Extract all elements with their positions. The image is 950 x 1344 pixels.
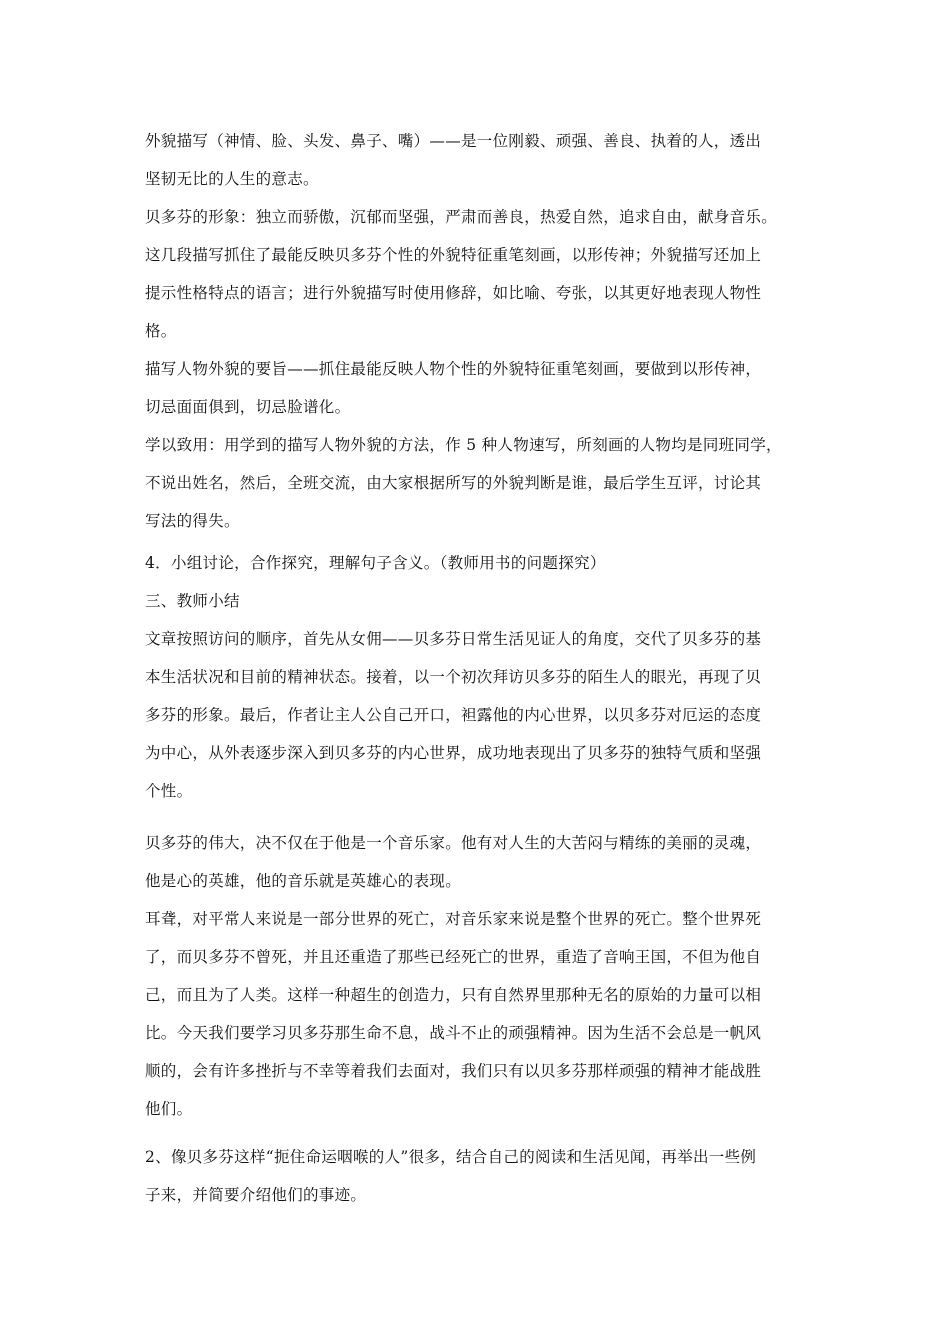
paragraph-group-discussion [145, 546, 813, 581]
text-line: 文章按照访问的顺序，首先从女佣——贝多芬日常生活见证人的角度，交代了贝多芬的基 [145, 630, 762, 648]
text-line: 贝多芬的形象：独立而骄傲，沉郁而坚强，严肃而善良，热爱自然，追求自由，献身音乐。 [145, 208, 778, 226]
paragraph-appearance-description [145, 122, 813, 198]
paragraph-description-technique [145, 236, 813, 350]
text-line: 写法的得失。 [145, 512, 240, 530]
text-line: 贝多芬的伟大，决不仅在于他是一个音乐家。他有对人生的大苦闷与精练的美丽的灵魂， [145, 834, 762, 852]
text-line: 比。今天我们要学习贝多芬那生命不息，战斗不止的顽强精神。因为生活不会总是一帆风 [145, 1024, 762, 1042]
text-line: 他们。 [145, 1100, 193, 1118]
text-line: 描写人物外貌的要旨——抓住最能反映人物个性的外貌特征重笔刻画，要做到以形传神， [145, 360, 762, 378]
text-line: 顺的，会有许多挫折与不幸等着我们去面对，我们只有以贝多芬那样顽强的精神才能战胜 [145, 1062, 762, 1080]
text-line: 他是心的英雄，他的音乐就是英雄心的表现。 [145, 872, 462, 890]
paragraph-practice-exercise [145, 426, 813, 540]
text-line: 耳聋，对平常人来说是一部分世界的死亡，对音乐家来说是整个世界的死亡。整个世界死 [145, 910, 762, 928]
text-line: 本生活状况和目前的精神状态。接着，以一个初次拜访贝多芬的陌生人的眼光，再现了贝 [145, 668, 762, 686]
text-line: 坚韧无比的人生的意志。 [145, 170, 319, 188]
paragraph-beethoven-image [145, 198, 813, 236]
paragraph-description-essentials [145, 350, 813, 426]
text-line: 子来，并简要介绍他们的事迹。 [145, 1186, 367, 1204]
text-line: 2、像贝多芬这样“扼住命运咽喉的人”很多，结合自己的阅读和生活见闻，再举出一些例 [145, 1148, 757, 1166]
text-line: 格。 [145, 322, 177, 340]
text-line: 为中心，从外表逐步深入到贝多芬的内心世界，成功地表现出了贝多芬的独特气质和坚强 [145, 744, 762, 762]
text-line: 不说出姓名，然后，全班交流，由大家根据所写的外貌判断是谁，最后学生互评，讨论其 [145, 474, 762, 492]
text-line: 了，而贝多芬不曾死，并且还重造了那些已经死亡的世界，重造了音响王国，不但为他自 [145, 948, 762, 966]
text-line: 学以致用：用学到的描写人物外貌的方法，作 5 种人物速写，所刻画的人物均是同班同学， [145, 436, 782, 454]
text-line: 多芬的形象。最后，作者让主人公自己开口，袒露他的内心世界，以贝多芬对厄运的态度 [145, 706, 762, 724]
text-line: 切忌面面俱到，切忌脸谱化。 [145, 398, 351, 416]
text-line: 提示性格特点的语言；进行外貌描写时使用修辞，如比喻、夸张，以其更好地表现人物性 [145, 284, 762, 302]
paragraph-article-structure [145, 620, 813, 810]
text-line: 三、教师小结 [145, 592, 240, 610]
text-line: 个性。 [145, 782, 193, 800]
text-line: 4．小组讨论，合作探究，理解句子含义。（教师用书的问题探究） [145, 554, 606, 572]
text-line: 外貌描写（神情、脸、头发、鼻子、嘴）——是一位刚毅、顽强、善良、执着的人，透出 [145, 132, 762, 150]
text-line: 这几段描写抓住了最能反映贝多芬个性的外貌特征重笔刻画，以形传神；外貌描写还加上 [145, 246, 762, 264]
paragraph-beethoven-greatness [145, 824, 813, 900]
paragraph-deafness [145, 900, 813, 1128]
section-heading-teacher-summary [145, 584, 813, 619]
text-line: 己，而且为了人类。这样一种超生的创造力，只有自然界里那种无名的原始的力量可以相 [145, 986, 762, 1004]
paragraph-question-2 [145, 1138, 813, 1214]
